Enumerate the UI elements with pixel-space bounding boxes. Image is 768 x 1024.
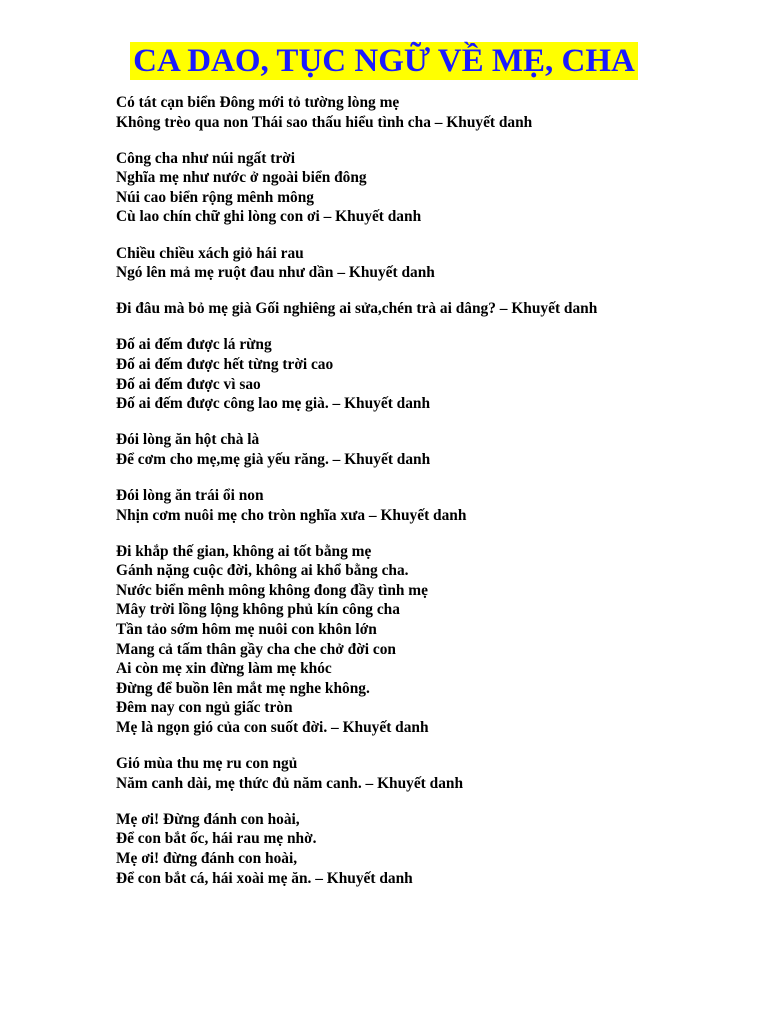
verse-line: Mẹ là ngọn gió của con suốt đời. – Khuyết danh [116, 718, 429, 736]
verse-line: Để cơm cho mẹ,mẹ già yếu răng. – Khuyết danh [116, 450, 431, 468]
verse-line: Ngó lên mả mẹ ruột đau như dần – Khuyết danh [116, 264, 435, 282]
stanza [116, 542, 646, 738]
verse-line: Gánh nặng cuộc đời, không ai khổ bằng cha. [116, 562, 409, 580]
title-container [0, 42, 768, 80]
verse-line: Núi cao biển rộng mênh mông [116, 188, 314, 206]
verse-line: Năm canh dài, mẹ thức đủ năm canh. – Khuyết danh [116, 774, 464, 792]
verse-line: Chiều chiều xách giỏ hái rau [116, 244, 304, 262]
verse-line: Đói lòng ăn hột chà là [116, 431, 260, 449]
stanza [116, 335, 646, 413]
stanza [116, 810, 646, 888]
verse-line: Đố ai đếm được lá rừng [116, 336, 272, 354]
stanza [116, 299, 646, 319]
verse-line: Gió mùa thu mẹ ru con ngủ [116, 755, 298, 773]
verse-line: Cù lao chín chữ ghi lòng con ơi – Khuyết danh [116, 208, 422, 226]
stanza [116, 486, 646, 525]
stanza [116, 244, 646, 283]
verse-line: Đói lòng ăn trái ổi non [116, 486, 264, 504]
verse-line: Đi khắp thế gian, không ai tốt bằng mẹ [116, 542, 372, 560]
stanza [116, 93, 646, 132]
verse-line: Nghĩa mẹ như nước ở ngoài biển đông [116, 169, 367, 187]
verse-line: Nhịn cơm nuôi mẹ cho tròn nghĩa xưa – Khuyết danh [116, 506, 467, 524]
verse-line: Mẹ ơi! Đừng đánh con hoài, [116, 810, 300, 828]
verse-line: Đừng để buồn lên mắt mẹ nghe không. [116, 679, 370, 697]
verse-line: Đố ai đếm được vì sao [116, 375, 261, 393]
stanza [116, 754, 646, 793]
page-title: CA DAO, TỤC NGỮ VỀ MẸ, CHA [130, 42, 638, 80]
verse-line: Đố ai đếm được công lao mẹ già. – Khuyết danh [116, 395, 431, 413]
stanza [116, 430, 646, 469]
verse-line: Đi đâu mà bỏ mẹ già Gối nghiêng ai sửa,chén trà ai dâng? – Khuyết danh [116, 300, 598, 318]
verse-line: Có tát cạn biển Đông mới tỏ tường lòng mẹ [116, 94, 400, 111]
stanza [116, 149, 646, 227]
verse-line: Đố ai đếm được hết từng trời cao [116, 355, 334, 373]
verse-line: Công cha như núi ngất trời [116, 149, 295, 167]
verse-line: Mẹ ơi! đừng đánh con hoài, [116, 849, 298, 867]
poem-content [116, 93, 646, 905]
verse-line: Không trèo qua non Thái sao thấu hiểu tình cha – Khuyết danh [116, 113, 533, 131]
verse-line: Để con bắt ốc, hái rau mẹ nhờ. [116, 830, 317, 848]
verse-line: Tần tảo sớm hôm mẹ nuôi con khôn lớn [116, 620, 377, 638]
verse-line: Mây trời lồng lộng không phủ kín công cha [116, 601, 400, 619]
verse-line: Nước biển mênh mông không đong đầy tình mẹ [116, 581, 428, 599]
verse-line: Mang cả tấm thân gầy cha che chở đời con [116, 640, 396, 658]
verse-line: Đêm nay con ngủ giấc tròn [116, 699, 293, 717]
verse-line: Để con bắt cá, hái xoài mẹ ăn. – Khuyết danh [116, 869, 413, 887]
verse-line: Ai còn mẹ xin đừng làm mẹ khóc [116, 660, 332, 678]
